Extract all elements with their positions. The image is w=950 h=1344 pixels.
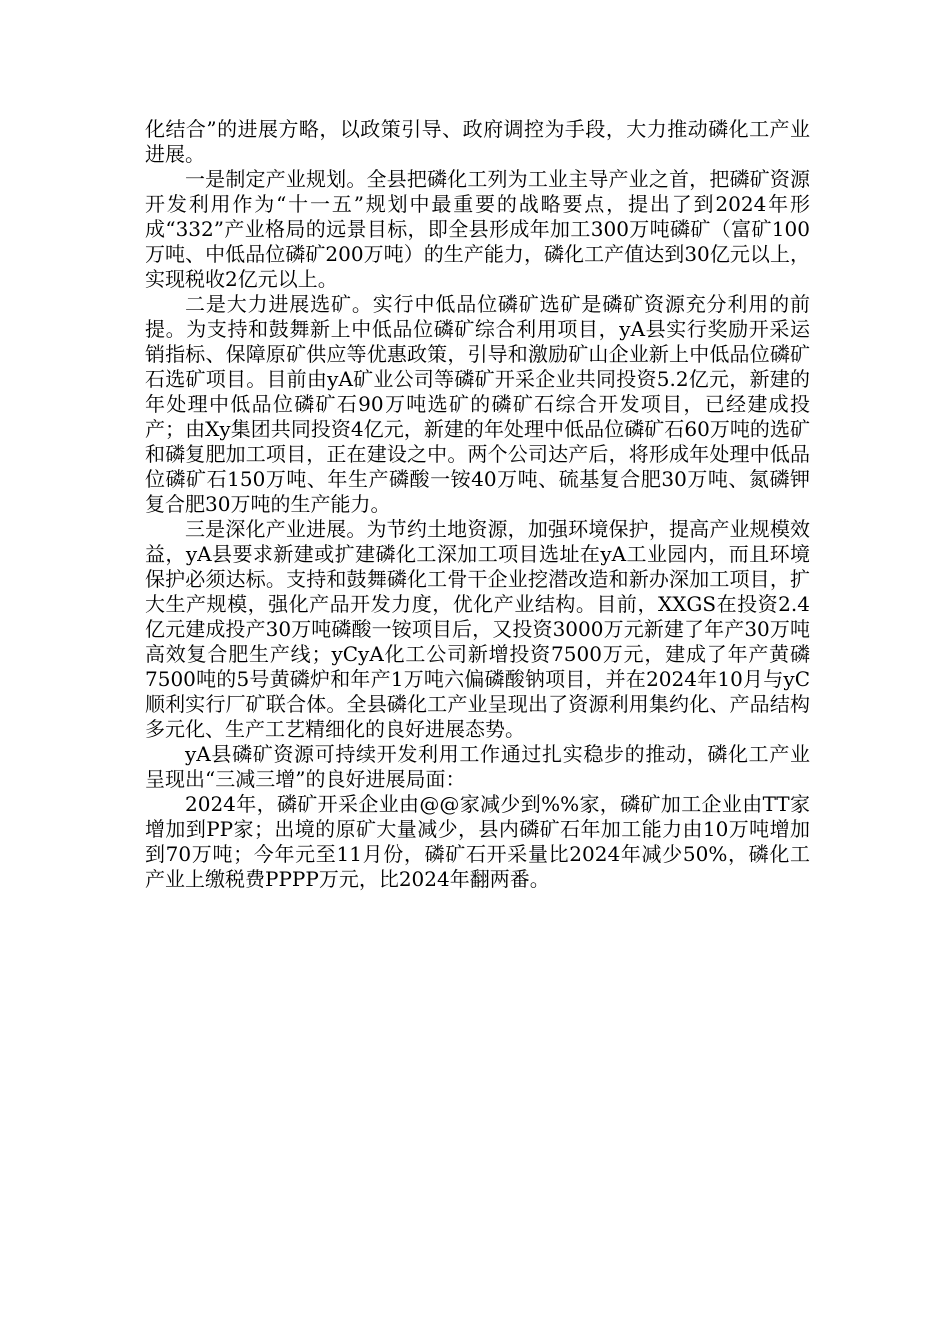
document-body: [145, 117, 810, 892]
paragraph-ore-dressing: 二是大力进展选矿。实行中低品位磷矿选矿是磷矿资源充分利用的前提。为支持和鼓舞新上中低品位磷矿综合利用项目，yA县实行奖励开采运销指标、保障原矿供应等优惠政策，引导和激励矿山企业新上中低品位磷矿石选矿项目。目前由yA矿业公司等磷矿开采企业共同投资5.2亿元，新建的年处理中低品位磷矿石90万吨选矿的磷矿石综合开发项目，已经建成投产；由Xy集团共同投资4亿元，新建的年处理中低品位磷矿石60万吨的选矿和磷复肥加工项目，正在建设之中。两个公司达产后，将形成年处理中低品位磷矿石150万吨、年生产磷酸一铵40万吨、硫基复合肥30万吨、氮磷钾复合肥30万吨的生产能力。: [145, 292, 810, 516]
paragraph-industry-planning: 一是制定产业规划。全县把磷化工列为工业主导产业之首，把磷矿资源开发利用作为“十一五”规划中最重要的战略要点，提出了到2024年形成“332”产业格局的远景目标，即全县形成年加工300万吨磷矿（富矿100万吨、中低品位磷矿200万吨）的生产能力，磷化工产值达到30亿元以上，实现税收2亿元以上。: [145, 167, 810, 291]
paragraph-continuation: 化结合”的进展方略，以政策引导、政府调控为手段，大力推动磷化工产业进展。: [145, 117, 810, 166]
paragraph-results: 2024年，磷矿开采企业由@@家减少到%%家，磷矿加工企业由TT家增加到PP家；出境的原矿大量减少，县内磷矿石年加工能力由10万吨增加到70万吨；今年元至11月份，磷矿石开采量比2024年减少50%，磷化工产业上缴税费PPPP万元，比2024年翻两番。: [145, 792, 810, 891]
paragraph-summary-intro: yA县磷矿资源可持续开发利用工作通过扎实稳步的推动，磷化工产业呈现出“三减三增”的良好进展局面：: [145, 742, 810, 791]
paragraph-deepening-industry: 三是深化产业进展。为节约土地资源，加强环境保护，提高产业规模效益，yA县要求新建或扩建磷化工深加工项目选址在yA工业园内，而且环境保护必须达标。支持和鼓舞磷化工骨干企业挖潜改造和新办深加工项目，扩大生产规模，强化产品开发力度，优化产业结构。目前，XXGS在投资2.4亿元建成投产30万吨磷酸一铵项目后，又投资3000万元新建了年产30万吨高效复合肥生产线；yCyA化工公司新增投资7500万元，建成了年产黄磷7500吨的5号黄磷炉和年产1万吨六偏磷酸钠项目，并在2024年10月与yC顺利实行厂矿联合体。全县磷化工产业呈现出了资源利用集约化、产品结构多元化、生产工艺精细化的良好进展态势。: [145, 517, 810, 741]
